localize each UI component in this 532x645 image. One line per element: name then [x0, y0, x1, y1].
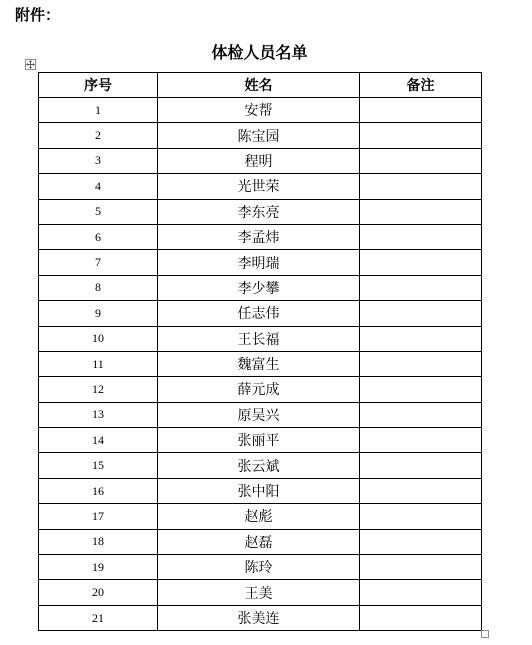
table-move-handle-icon[interactable]: [25, 59, 36, 70]
cell-name: 王长福: [158, 326, 360, 351]
cell-remarks[interactable]: [360, 326, 482, 351]
resize-handle-icon[interactable]: [481, 630, 489, 638]
cell-name: 张美连: [158, 605, 360, 630]
cell-number: 20: [39, 580, 158, 605]
cell-remarks[interactable]: [360, 351, 482, 376]
cell-number: 18: [39, 529, 158, 554]
cell-remarks[interactable]: [360, 224, 482, 249]
attachment-label: 附件：: [15, 6, 61, 24]
cell-remarks[interactable]: [360, 98, 482, 123]
cell-name: 李明瑞: [158, 250, 360, 275]
cell-remarks[interactable]: [360, 123, 482, 148]
table-row: [39, 224, 482, 249]
cell-remarks[interactable]: [360, 402, 482, 427]
cell-name: 张丽平: [158, 428, 360, 453]
table-row: [39, 123, 482, 148]
cell-remarks[interactable]: [360, 605, 482, 630]
header-remarks: 备注: [360, 73, 482, 98]
cell-number: 12: [39, 377, 158, 402]
cell-number: 5: [39, 199, 158, 224]
cell-remarks[interactable]: [360, 377, 482, 402]
cell-remarks[interactable]: [360, 301, 482, 326]
table-row: [39, 504, 482, 529]
cell-remarks[interactable]: [360, 529, 482, 554]
cell-name: 光世荣: [158, 174, 360, 199]
table-row: [39, 605, 482, 630]
cell-name: 陈宝园: [158, 123, 360, 148]
cell-name: 张中阳: [158, 478, 360, 503]
cell-name: 赵磊: [158, 529, 360, 554]
table-row: [39, 377, 482, 402]
cell-remarks[interactable]: [360, 453, 482, 478]
cell-name: 程明: [158, 148, 360, 173]
cell-number: 9: [39, 301, 158, 326]
cell-name: 李孟炜: [158, 224, 360, 249]
table-row: [39, 199, 482, 224]
table-row: [39, 402, 482, 427]
table-row: [39, 174, 482, 199]
cell-name: 陈玲: [158, 555, 360, 580]
table-row: [39, 326, 482, 351]
cell-remarks[interactable]: [360, 580, 482, 605]
table-row: [39, 555, 482, 580]
cell-number: 8: [39, 275, 158, 300]
table-row: [39, 453, 482, 478]
table-row: [39, 275, 482, 300]
cell-name: 安帮: [158, 98, 360, 123]
cell-name: 原吴兴: [158, 402, 360, 427]
cell-remarks[interactable]: [360, 275, 482, 300]
cell-number: 21: [39, 605, 158, 630]
cell-name: 魏富生: [158, 351, 360, 376]
cell-name: 张云斌: [158, 453, 360, 478]
cell-number: 10: [39, 326, 158, 351]
cell-remarks[interactable]: [360, 555, 482, 580]
header-name: 姓名: [158, 73, 360, 98]
cell-number: 19: [39, 555, 158, 580]
cell-number: 14: [39, 428, 158, 453]
table-row: [39, 250, 482, 275]
cell-number: 17: [39, 504, 158, 529]
cell-name: 任志伟: [158, 301, 360, 326]
header-number: 序号: [39, 73, 158, 98]
cell-number: 16: [39, 478, 158, 503]
cell-number: 2: [39, 123, 158, 148]
table-row: [39, 301, 482, 326]
cell-name: 王美: [158, 580, 360, 605]
table-header-row: [39, 73, 482, 98]
table-row: [39, 148, 482, 173]
cell-remarks[interactable]: [360, 428, 482, 453]
table-row: [39, 428, 482, 453]
cell-name: 薛元成: [158, 377, 360, 402]
cell-number: 15: [39, 453, 158, 478]
cell-remarks[interactable]: [360, 478, 482, 503]
cell-number: 7: [39, 250, 158, 275]
table-row: [39, 98, 482, 123]
roster-body: [39, 98, 482, 631]
cell-name: 李东亮: [158, 199, 360, 224]
roster-table: [38, 72, 482, 631]
cell-number: 4: [39, 174, 158, 199]
cell-number: 13: [39, 402, 158, 427]
cell-name: 赵彪: [158, 504, 360, 529]
cell-remarks[interactable]: [360, 250, 482, 275]
table-row: [39, 478, 482, 503]
cell-number: 1: [39, 98, 158, 123]
cell-number: 3: [39, 148, 158, 173]
cell-remarks[interactable]: [360, 504, 482, 529]
table-row: [39, 580, 482, 605]
cell-remarks[interactable]: [360, 148, 482, 173]
four-way-move-icon: [26, 60, 35, 69]
cell-remarks[interactable]: [360, 174, 482, 199]
cell-name: 李少攀: [158, 275, 360, 300]
table-row: [39, 351, 482, 376]
cell-number: 6: [39, 224, 158, 249]
cell-remarks[interactable]: [360, 199, 482, 224]
table-row: [39, 529, 482, 554]
document-title: 体检人员名单: [211, 43, 308, 62]
cell-number: 11: [39, 351, 158, 376]
